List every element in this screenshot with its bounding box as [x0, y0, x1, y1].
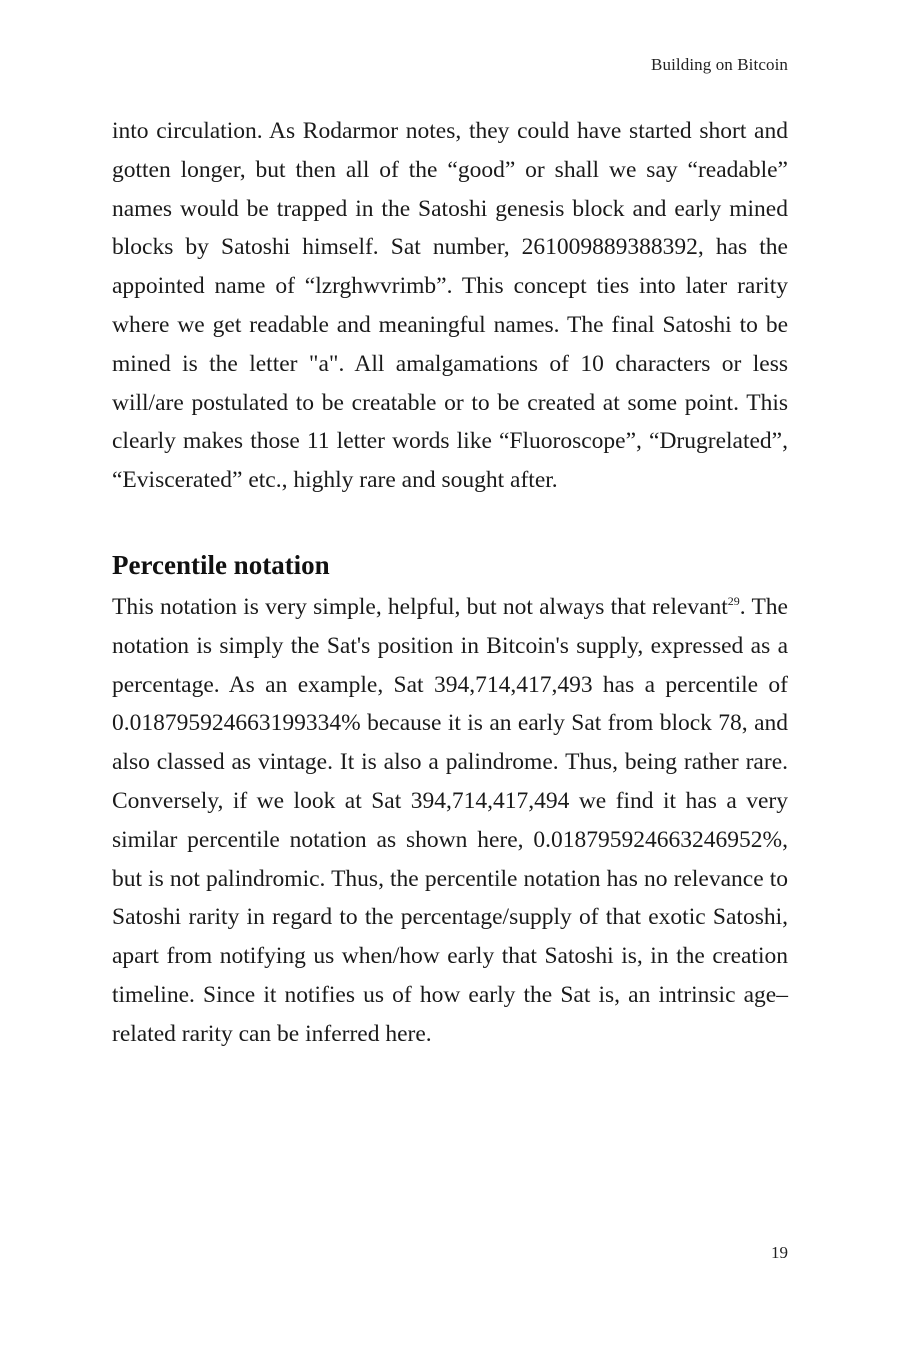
body-paragraph-percentile [112, 588, 788, 1054]
body-paragraph-names: into circulation. As Rodarmor notes, they could have started short and gotten longer, but then all of the “good” or shall we say “readable” names would be trapped in the Satoshi genesis block and early mined blocks by Satoshi himself. Sat number, 261009889388392, has the appointed name of “lzrghwvrimb”. This concept ties into later rarity where we get readable and meaningful names. The final Satoshi to be mined is the letter "a". All amalgamations of 10 characters or less will/are postulated to be creatable or to be created at some point. This clearly makes those 11 letter words like “Fluoroscope”, “Drugrelated”, “Eviscerated” etc., highly rare and sought after. [112, 118, 788, 494]
footnote-reference[interactable]: 29 [727, 594, 740, 609]
paragraph-text-start: This notation is very simple, helpful, but not always that relevant [112, 593, 728, 620]
page-number: 19 [771, 1243, 788, 1262]
paragraph-text-rest: . The notation is simply the Sat's position in Bitcoin's supply, expressed as a percentage. As an example, Sat 394,714,417,493 has a percentile of 0.018795924663199334% because it is an early Sat from block 78, and also classed as vintage. It is also a palindrome. Thus, being rather rare. Conversely, if we look at Sat 394,714,417,494 we find it has a very similar percentile notation as shown here, 0.018795924663246952%, but is not palindromic. Thus, the percentile notation has no relevance to Satoshi rarity in regard to the percentage/supply of that exotic Satoshi, apart from notifying us when/how early that Satoshi is, in the creation timeline. Since it notifies us of how early the Sat is, an intrinsic age–related rarity can be inferred here. [112, 593, 788, 1047]
running-header: Building on Bitcoin [651, 55, 788, 74]
page-body [112, 112, 788, 1054]
section-heading: Percentile notation [112, 549, 330, 580]
